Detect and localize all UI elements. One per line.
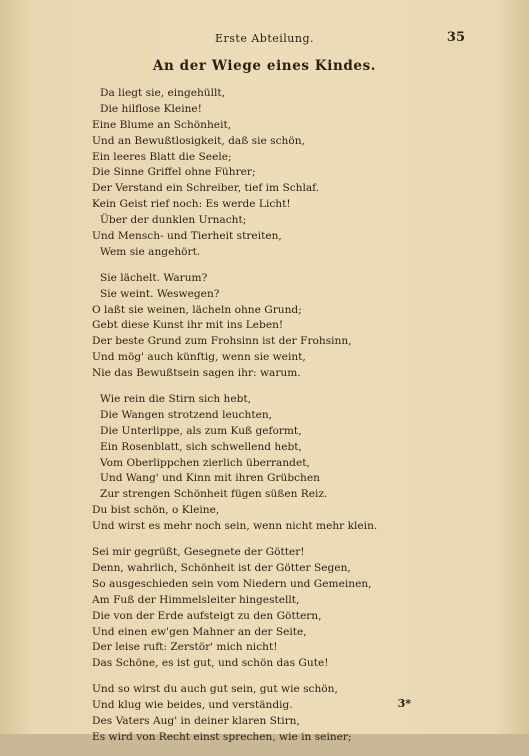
- poem-line: Sie lächelt. Warum?: [100, 271, 208, 284]
- poem-line: Die Sinne Griffel ohne Führer;: [92, 166, 256, 179]
- poem-line: Ein leeres Blatt die Seele;: [92, 150, 232, 163]
- poem-line: Vom Oberlippchen zierlich überrandet,: [100, 456, 310, 469]
- poem-line: Und so wirst du auch gut sein, gut wie schön,: [92, 683, 338, 696]
- poem-line: Wie rein die Stirn sich hebt,: [100, 393, 252, 406]
- poem-line: Und mög' auch künftig, wenn sie weint,: [92, 351, 306, 364]
- poem-line: Am Fuß der Himmelsleiter hingestellt,: [92, 593, 300, 606]
- poem-line: Und klug wie beides, und verständig.: [92, 699, 293, 712]
- poem-line: Eine Blume an Schönheit,: [92, 118, 232, 131]
- poem-line: Und Wang' und Kinn mit ihren Grübchen: [100, 472, 320, 485]
- poem-line: Die Unterlippe, als zum Kuß geformt,: [100, 424, 302, 437]
- poem-line: Die Wangen strotzend leuchten,: [100, 408, 273, 421]
- poem-line: So ausgeschieden sein vom Niedern und Gemeinen,: [92, 577, 372, 590]
- poem-line: O laßt sie weinen, lächeln ohne Grund;: [92, 303, 302, 316]
- poem-line: Wem sie angehört.: [100, 245, 201, 258]
- stanza-4: [92, 545, 452, 672]
- poem-line: Die hilflose Kleine!: [100, 102, 202, 115]
- poem-line: Das Schöne, es ist gut, und schön das Gute!: [92, 657, 329, 670]
- poem-line: Die von der Erde aufsteigt zu den Göttern,: [92, 609, 322, 622]
- stanza-3: [92, 392, 452, 535]
- poem-line: Der Verstand ein Schreiber, tief im Schlaf.: [92, 182, 320, 195]
- poem-line: Sei mir gegrüßt, Gesegnete der Götter!: [92, 546, 305, 559]
- poem-line: Denn, wahrlich, Schönheit ist der Götter Segen,: [92, 561, 351, 574]
- poem-line: Du bist schön, o Kleine,: [92, 504, 220, 517]
- poem-line: Und an Bewußtlosigkeit, daß sie schön,: [92, 134, 305, 147]
- poem-line: Gebt diese Kunst ihr mit ins Leben!: [92, 319, 284, 332]
- stanza-5: [92, 682, 452, 746]
- poem-line: Der leise ruft: Zerstör' mich nicht!: [92, 641, 278, 654]
- stanza-2: [92, 271, 452, 382]
- poem-body: [92, 86, 452, 756]
- poem-line: Und wirst es mehr noch sein, wenn nicht mehr klein.: [92, 520, 378, 533]
- poem-title: An der Wiege eines Kindes.: [152, 58, 377, 74]
- poem-line: Der beste Grund zum Frohsinn ist der Frohsinn,: [92, 335, 352, 348]
- poem-line: Sie weint. Weswegen?: [100, 287, 220, 300]
- poem-line: Da liegt sie, eingehüllt,: [100, 87, 226, 99]
- poem-line: Ein Rosenblatt, sich schwellend hebt,: [100, 440, 302, 453]
- poem-line: Kein Geist rief noch: Es werde Licht!: [92, 198, 291, 211]
- page-header: [0, 30, 529, 50]
- poem-line: Und Mensch- und Tierheit streiten,: [92, 230, 282, 243]
- poem-line: Nie das Bewußtsein sagen ihr: warum.: [92, 367, 301, 380]
- poem-line: Es wird von Recht einst sprechen, wie in seiner;: [92, 730, 352, 743]
- page-number: 35: [446, 30, 465, 45]
- printer-signature-mark: 3*: [397, 697, 411, 710]
- stanza-1: [92, 86, 452, 261]
- poem-line: Über der dunklen Urnacht;: [100, 214, 247, 227]
- poem-line: Und einen ew'gen Mahner an der Seite,: [92, 625, 307, 638]
- running-head: Erste Abteilung.: [214, 32, 315, 45]
- poem-line: Des Vaters Aug' in deiner klaren Stirn,: [92, 714, 300, 727]
- poem-line: Zur strengen Schönheit fügen süßen Reiz.: [100, 488, 328, 501]
